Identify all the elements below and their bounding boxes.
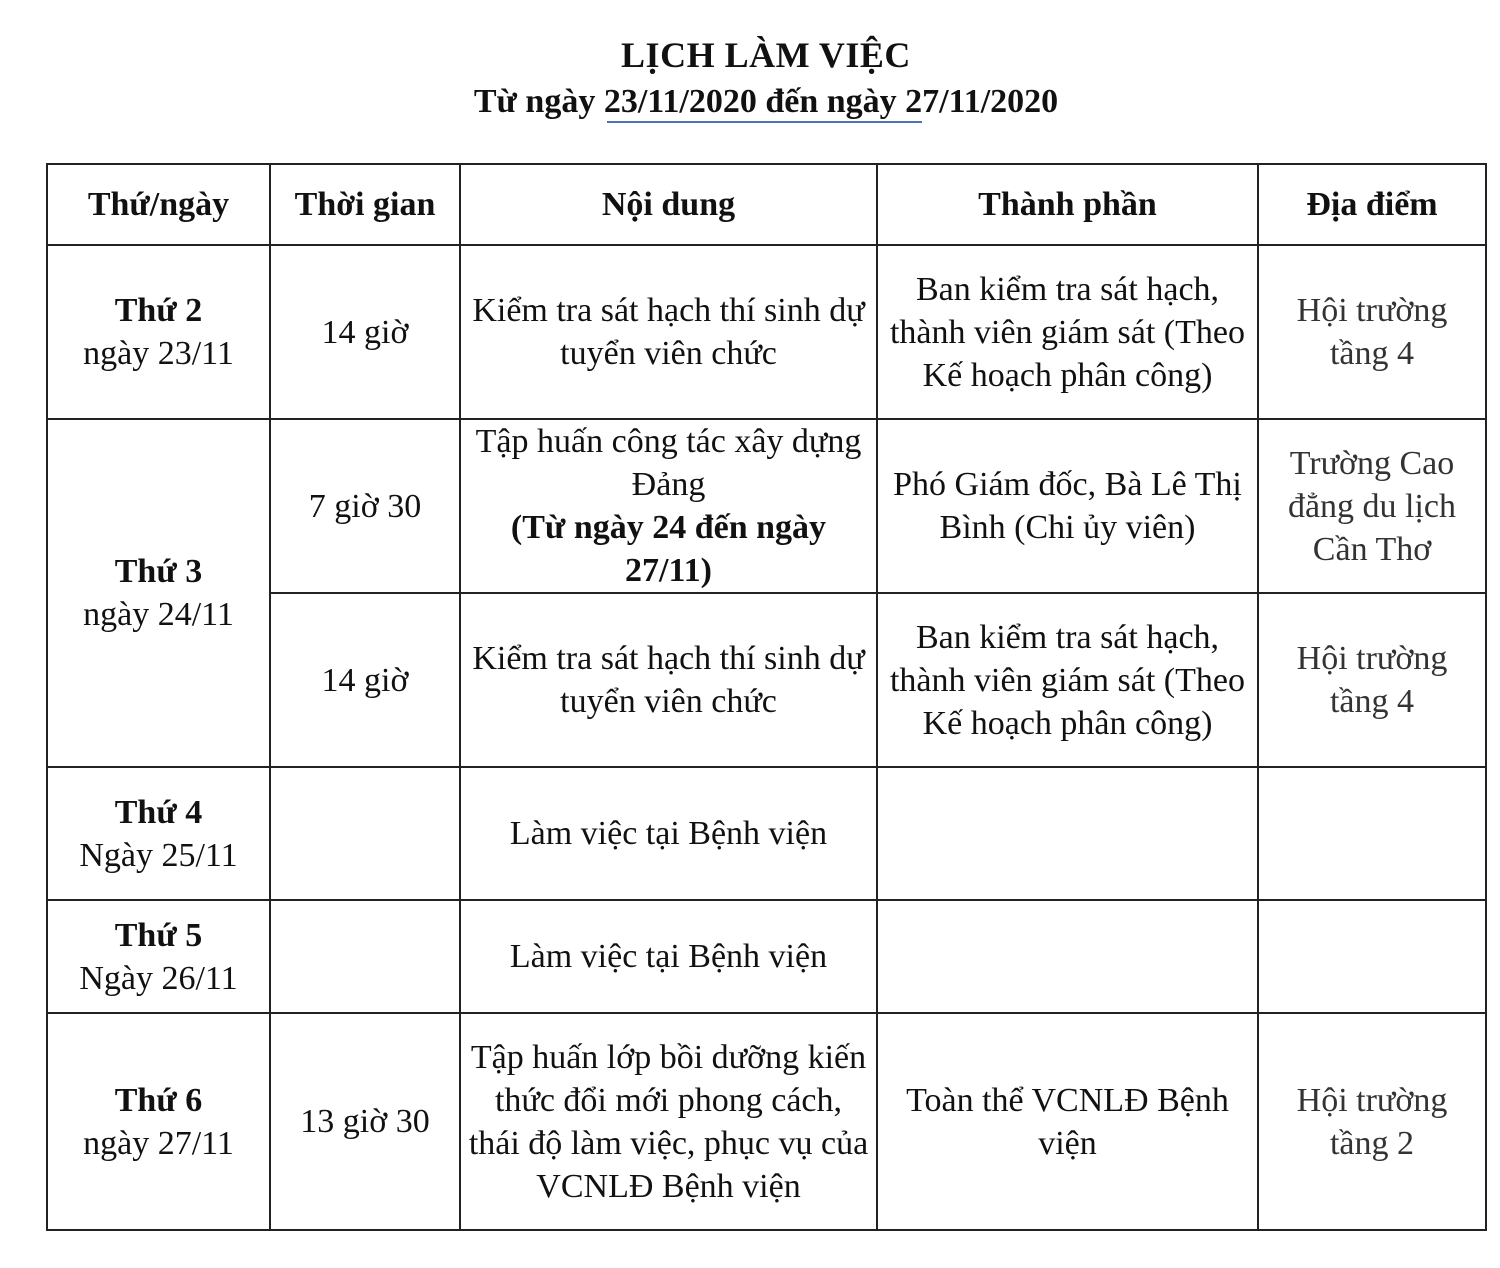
day-cell: [47, 419, 270, 767]
content-cell: [460, 419, 877, 593]
table-row: [47, 419, 1486, 593]
content-cell: Kiểm tra sát hạch thí sinh dự tuyển viên chức: [460, 593, 877, 767]
time-cell: [270, 767, 460, 900]
content-cell: Kiểm tra sát hạch thí sinh dự tuyển viên chức: [460, 245, 877, 419]
time-cell: [270, 900, 460, 1013]
day-cell: [47, 900, 270, 1013]
day-date: ngày 27/11: [83, 1124, 234, 1162]
time-cell: 13 giờ 30: [270, 1013, 460, 1230]
day-date: ngày 24/11: [83, 596, 234, 633]
table-row: [47, 245, 1486, 419]
content-cell: Làm việc tại Bệnh viện: [460, 767, 877, 900]
content-note: (Từ ngày 24 đến ngày 27/11): [510, 509, 827, 589]
day-name: Thứ 4: [114, 793, 203, 831]
schedule-table: [46, 163, 1487, 1231]
location-cell: [1258, 900, 1486, 1013]
participants-cell: [877, 900, 1258, 1013]
subtitle-underline: [607, 121, 922, 123]
column-header-time: Thời gian: [270, 164, 460, 245]
table-row: [47, 900, 1486, 1013]
participants-cell: Ban kiểm tra sát hạch, thành viên giám sát (Theo Kế hoạch phân công): [877, 593, 1258, 767]
day-name: Thứ 5: [114, 916, 203, 954]
location-cell: [1258, 767, 1486, 900]
day-cell: [47, 245, 270, 419]
document-header: [0, 30, 1500, 124]
column-header-content: Nội dung: [460, 164, 877, 245]
day-date: ngày 23/11: [83, 335, 234, 372]
column-header-day: Thứ/ngày: [47, 164, 270, 245]
day-name: Thứ 6: [114, 1081, 203, 1119]
location-cell: Hội trường tầng 4: [1258, 245, 1486, 419]
time-cell: 14 giờ: [270, 245, 460, 419]
table-header-row: [47, 164, 1486, 245]
content-cell: Tập huấn lớp bồi dưỡng kiến thức đổi mới phong cách, thái độ làm việc, phục vụ của VCNLĐ Bệnh viện: [460, 1013, 877, 1230]
column-header-location: Địa điểm: [1258, 164, 1486, 245]
day-name: Thứ 3: [114, 553, 203, 590]
location-cell: Hội trường tầng 4: [1258, 593, 1486, 767]
day-date: Ngày 26/11: [79, 959, 238, 997]
content-text: Tập huấn công tác xây dựng Đảng: [475, 423, 862, 503]
location-cell: Trường Cao đẳng du lịch Cần Thơ: [1258, 419, 1486, 593]
table-row: [47, 767, 1486, 900]
column-header-participants: Thành phần: [877, 164, 1258, 245]
participants-cell: [877, 767, 1258, 900]
time-cell: 14 giờ: [270, 593, 460, 767]
day-name: Thứ 2: [114, 292, 203, 329]
content-cell: Làm việc tại Bệnh viện: [460, 900, 877, 1013]
day-cell: [47, 1013, 270, 1230]
location-cell: Hội trường tầng 2: [1258, 1013, 1486, 1230]
document-title: LỊCH LÀM VIỆC: [621, 35, 911, 75]
participants-cell: Toàn thể VCNLĐ Bệnh viện: [877, 1013, 1258, 1230]
document-subtitle: Từ ngày 23/11/2020 đến ngày 27/11/2020: [473, 83, 1059, 120]
day-date: Ngày 25/11: [79, 836, 238, 874]
time-cell: 7 giờ 30: [270, 419, 460, 593]
day-cell: [47, 767, 270, 900]
participants-cell: Ban kiểm tra sát hạch, thành viên giám sát (Theo Kế hoạch phân công): [877, 245, 1258, 419]
participants-cell: Phó Giám đốc, Bà Lê Thị Bình (Chi ủy viên): [877, 419, 1258, 593]
table-row: [47, 1013, 1486, 1230]
